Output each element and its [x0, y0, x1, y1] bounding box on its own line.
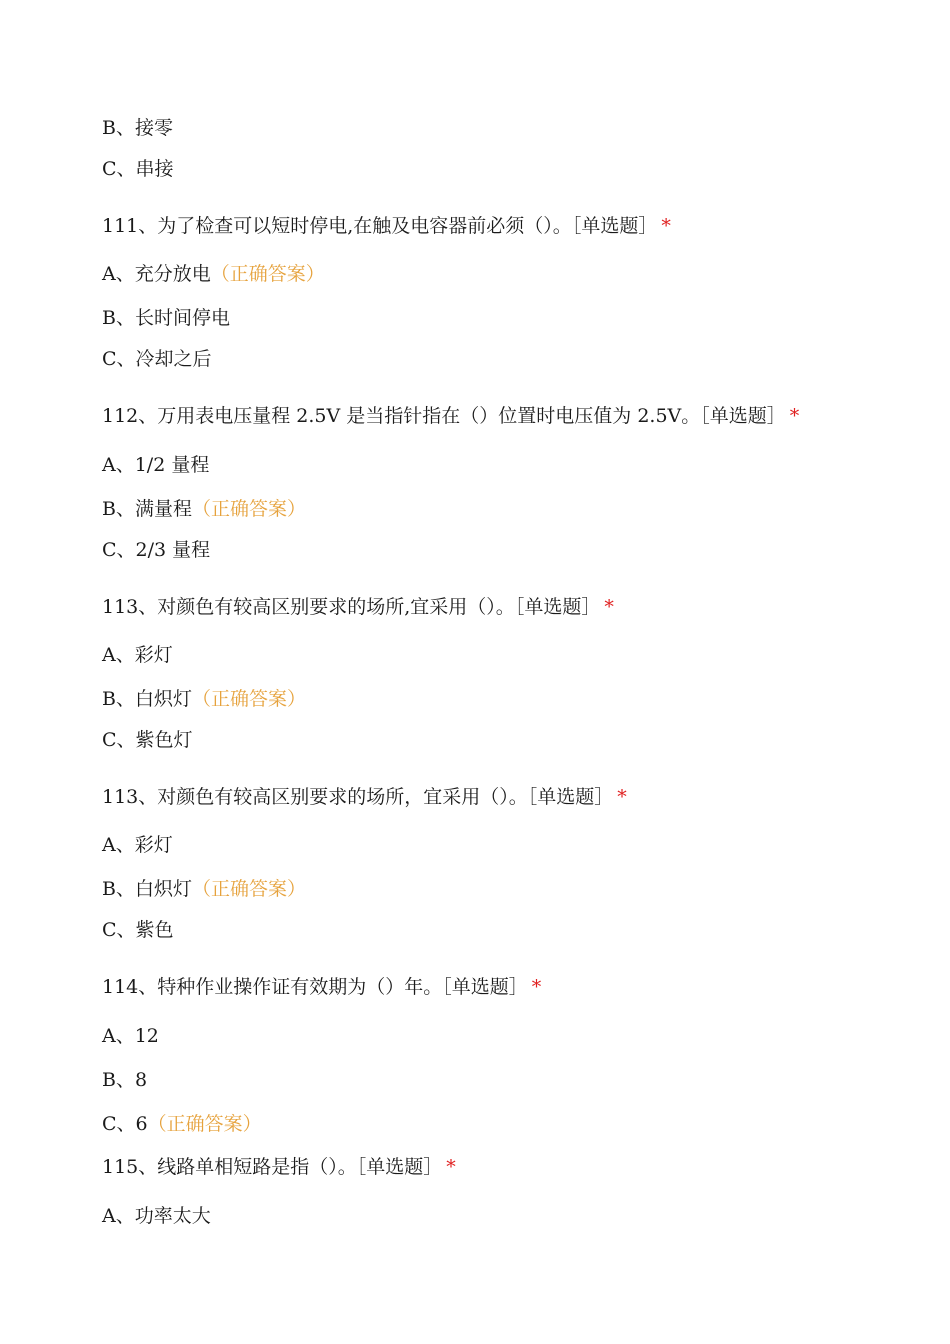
option-text: A、彩灯 [102, 834, 173, 856]
option-text: B、8 [102, 1069, 148, 1091]
correct-answer-tag: （正确答案） [147, 1113, 262, 1135]
question-type-tag: ［单选题］ [356, 1156, 443, 1178]
required-mark: * [617, 786, 627, 808]
option-text: B、白炽灯 [102, 688, 192, 710]
correct-answer-tag: （正确答案） [191, 878, 306, 900]
answer-option [102, 687, 306, 711]
option-text: C、紫色 [102, 919, 174, 941]
question-type-tag: ［单选题］ [442, 976, 528, 998]
option-text: B、满量程 [102, 498, 192, 520]
question-type-tag: ［单选题］ [527, 786, 614, 808]
question-stem [102, 404, 799, 428]
option-text: A、12 [102, 1025, 159, 1047]
question-type-tag: ［单选题］ [571, 215, 658, 237]
correct-answer-tag: （正确答案） [191, 498, 306, 520]
question-text: 113、对颜色有较高区别要求的场所,宜采用（）。 [102, 596, 515, 618]
required-mark: * [661, 215, 671, 237]
option-text: C、紫色灯 [102, 729, 193, 751]
option-text: C、2/3 量程 [102, 539, 211, 561]
answer-option [102, 262, 325, 286]
answer-option [102, 116, 173, 140]
question-text: 112、万用表电压量程 2.5V 是当指针指在（）位置时电压值为 2.5V。 [102, 405, 701, 427]
required-mark: * [604, 596, 614, 618]
question-text: 115、线路单相短路是指（）。 [102, 1156, 357, 1178]
answer-option [102, 833, 173, 857]
option-text: C、6 [102, 1113, 148, 1135]
answer-option [102, 1112, 262, 1136]
answer-option [102, 643, 173, 667]
required-mark: * [531, 976, 542, 998]
answer-option [102, 877, 306, 901]
question-stem [102, 975, 541, 999]
answer-option [102, 1204, 211, 1228]
question-stem [102, 785, 627, 809]
option-text: A、充分放电 [102, 263, 211, 285]
answer-option [102, 157, 174, 181]
option-text: A、1/2 量程 [102, 454, 210, 476]
answer-option [102, 497, 306, 521]
option-text: A、彩灯 [102, 644, 173, 666]
question-stem [102, 214, 671, 238]
answer-option [102, 347, 212, 371]
answer-option [102, 306, 230, 330]
question-type-tag: ［单选题］ [514, 596, 601, 618]
correct-answer-tag: （正确答案） [210, 263, 325, 285]
correct-answer-tag: （正确答案） [191, 688, 306, 710]
answer-option [102, 1068, 147, 1092]
option-text: A、功率太大 [102, 1205, 211, 1227]
question-text: 113、对颜色有较高区别要求的场所，宜采用（）。 [102, 786, 528, 808]
question-stem [102, 595, 614, 619]
answer-option [102, 538, 210, 562]
question-text: 114、特种作业操作证有效期为（）年。 [102, 976, 443, 998]
answer-option [102, 1024, 159, 1048]
question-text: 111、为了检查可以短时停电,在触及电容器前必须（）。 [102, 215, 572, 237]
answer-option [102, 728, 193, 752]
required-mark: * [789, 405, 800, 427]
question-type-tag: ［单选题］ [700, 405, 786, 427]
option-text: C、串接 [102, 158, 174, 180]
question-stem [102, 1155, 456, 1179]
required-mark: * [446, 1156, 456, 1178]
option-text: C、冷却之后 [102, 348, 212, 370]
option-text: B、白炽灯 [102, 878, 192, 900]
answer-option [102, 918, 174, 942]
option-text: B、长时间停电 [102, 307, 230, 329]
option-text: B、接零 [102, 117, 173, 139]
answer-option [102, 453, 209, 477]
